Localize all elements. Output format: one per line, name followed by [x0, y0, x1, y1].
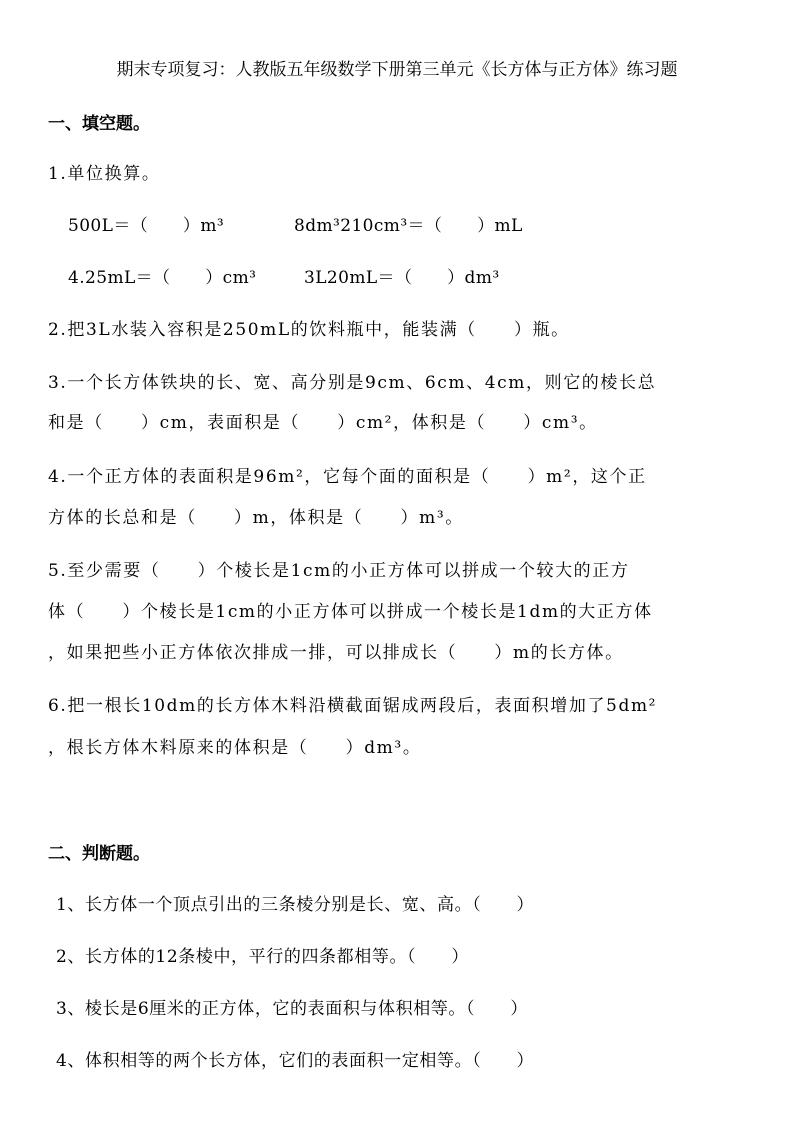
judgment-item: 1、长方体一个顶点引出的三条棱分别是长、宽、高。（ ）: [56, 895, 535, 915]
question-5-line-3: ，如果把些小正方体依次排成一排，可以排成长（ ）m的长方体。: [48, 643, 624, 663]
question-5-line-2: 体（ ）个棱长是1cm的小正方体可以拼成一个棱长是1dm的大正方体: [48, 602, 653, 622]
question-4-line-1: 4.一个正方体的表面积是96m²，它每个面的面积是（ ）m²，这个正: [48, 467, 647, 487]
question-4-line-2: 方体的长总和是（ ）m，体积是（ ）m³。: [48, 508, 464, 528]
judgment-item: 2、长方体的12条棱中，平行的四条都相等。（ ）: [56, 947, 469, 967]
question-1: 1.单位换算。: [48, 164, 161, 184]
section-heading-fill-blank: 一、填空题。: [48, 114, 150, 134]
page-title: 期末专项复习：人教版五年级数学下册第三单元《长方体与正方体》练习题: [116, 60, 678, 80]
question-1-item: 500L＝（ ）m³: [68, 216, 225, 236]
question-5-line-1: 5.至少需要（ ）个棱长是1cm的小正方体可以拼成一个较大的正方: [48, 561, 630, 581]
section-heading-true-false: 二、判断题。: [48, 844, 150, 864]
question-1-item: 3L20mL＝（ ）dm³: [304, 268, 500, 288]
question-3-line-2: 和是（ ）cm，表面积是（ ）cm²，体积是（ ）cm³。: [48, 413, 598, 433]
question-3-line-1: 3.一个长方体铁块的长、宽、高分别是9cm、6cm、4cm，则它的棱长总: [48, 373, 657, 393]
question-6-line-1: 6.把一根长10dm的长方体木料沿横截面锯成两段后，表面积增加了5dm²: [48, 696, 658, 716]
question-1-item: 4.25mL＝（ ）cm³: [68, 268, 257, 288]
judgment-item: 4、体积相等的两个长方体，它们的表面积一定相等。（ ）: [56, 1051, 535, 1071]
question-6-line-2: ，根长方体木料原来的体积是（ ）dm³。: [48, 738, 422, 758]
judgment-item: 3、棱长是6厘米的正方体，它的表面积与体积相等。（ ）: [56, 999, 528, 1019]
question-1-item: 8dm³210cm³＝（ ）mL: [294, 216, 523, 236]
question-2: 2.把3L水装入容积是250mL的饮料瓶中，能装满（ ）瓶。: [48, 320, 570, 340]
